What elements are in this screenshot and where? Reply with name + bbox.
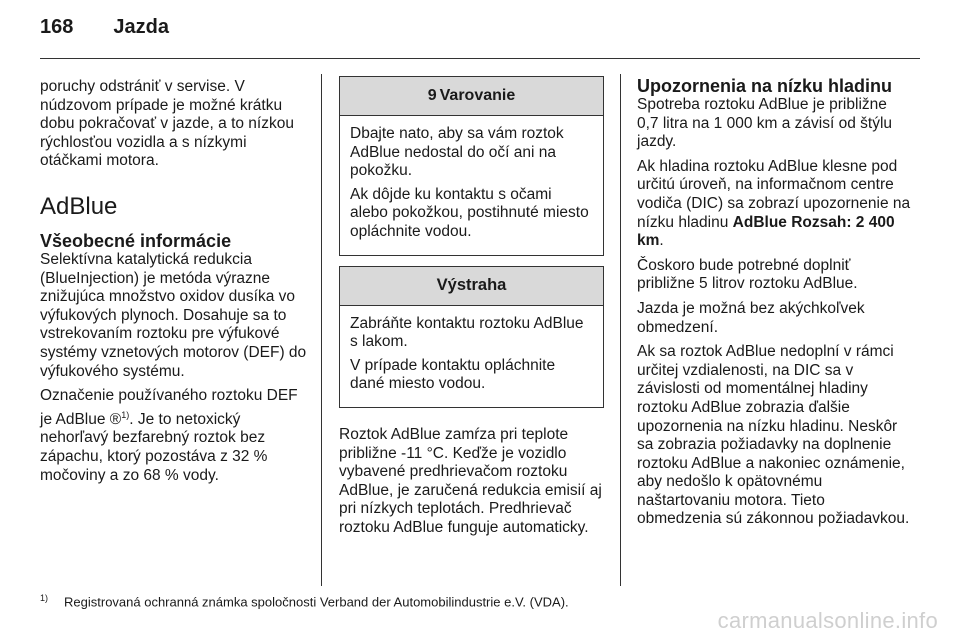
section-heading: AdBlue [40, 192, 118, 220]
caution-title: Výstraha [436, 276, 507, 295]
watermark: carmanualsonline.info [717, 608, 938, 633]
warning-icon: 9 [427, 86, 437, 104]
caution-text-1: Zabráňte kontaktu roztoku AdBlue s lakom. [350, 314, 584, 351]
column-divider-2 [620, 74, 621, 586]
warning-header [340, 77, 603, 116]
dic-message: AdBlue Rozsah: 2 400 km [637, 213, 895, 250]
column-2 [339, 76, 604, 544]
warning-box [339, 76, 604, 256]
warning-title: Varovanie [439, 86, 516, 104]
freezing-paragraph: Roztok AdBlue zamŕza pri teplote približne -11 °C. Keďže je vozidlo vybavené predhrievačom roztoku AdBlue, je zaručená redukcia emisií aj pri nízkych teplotách. Predhrievač roztoku AdBlue funguje automaticky. [339, 425, 602, 536]
def-paragraph: Označenie používaného roztoku DEF je AdBlue ®$^{1)}$. Je to netoxický nehorľavý bezfarebný roztok bez zápachu, ktorý pozostáva z 32 % močoviny a zo 68 % vody. [40, 387, 298, 484]
footnote-text: Registrovaná ochranná známka spoločnosti Verband der Automobilindustrie e.V. (VDA). [64, 594, 569, 610]
scr-paragraph: Selektívna katalytická redukcia (BlueInjection) je metóda výrazne znižujúca množstvo oxidov dusíka vo výfukových plynoch. Dosahuje sa to vstrekovaním roztoku pre výfukové systémy vznetových motorov (DEF) do výfukového systému. [40, 250, 307, 380]
caution-header [340, 267, 603, 306]
column-divider-1 [321, 74, 322, 586]
footnote-ref: 1) [121, 409, 130, 420]
caution-text-2: V prípade kontaktu opláchnite dané miesto vodou. [350, 356, 556, 393]
footnote-mark: 1) [40, 593, 49, 603]
consumption-paragraph: Spotreba roztoku AdBlue je približne 0,7 litra na 1 000 km a závisí od štýlu jazdy. [637, 96, 893, 151]
page-number: 168 [40, 16, 74, 38]
footnote [40, 593, 569, 609]
column-1 [40, 78, 310, 491]
warning-text-2: Ak dôjde ku kontaktu s očami alebo pokožkou, postihnuté miesto opláchnite vodou. [350, 185, 589, 240]
header-divider [40, 58, 920, 59]
warning-text-1: Dbajte nato, aby sa vám roztok AdBlue nedostal do očí ani na pokožku. [350, 125, 564, 180]
chapter-title: Jazda [113, 16, 169, 38]
subheading-low-level: Upozornenia na nízku hladinu [637, 76, 893, 96]
refill-paragraph: Čoskoro bude potrebné doplniť približne 5 litrov roztoku AdBlue. [637, 256, 858, 293]
no-restriction-paragraph: Jazda je možná bez akýchkoľvek obmedzení. [637, 299, 865, 336]
column-3 [637, 76, 912, 535]
page-header [40, 16, 169, 39]
intro-paragraph: poruchy odstrániť v servise. V núdzovom prípade je možné krátku dobu pokračovať v jazde, a to nízkou rýchlosťou vozidla a s nízkymi otáčkami motora. [40, 78, 294, 170]
subheading-general-info: Všeobecné informácie [40, 230, 232, 251]
low-level-paragraph: Ak hladina roztoku AdBlue klesne pod určitú úroveň, na informačnom centre vodiča (DIC) sa zobrazí upozornenie na nízku hladinu AdBlue Rozsah: 2 400 km. [637, 157, 911, 250]
further-warnings-paragraph: Ak sa roztok AdBlue nedoplní v rámci určitej vzdialenosti, na DIC sa v závislosti od momentálnej hladiny roztoku AdBlue zobrazia ďalšie upozornenia na nízku hladinu. Neskôr sa zobrazia požiadavky na doplnenie roztoku AdBlue a nakoniec oznámenie, aby nedošlo k opätovnému naštartovaniu motora. Tieto obmedzenia sú zákonnou požiadavkou. [637, 343, 910, 528]
caution-box [339, 266, 604, 408]
